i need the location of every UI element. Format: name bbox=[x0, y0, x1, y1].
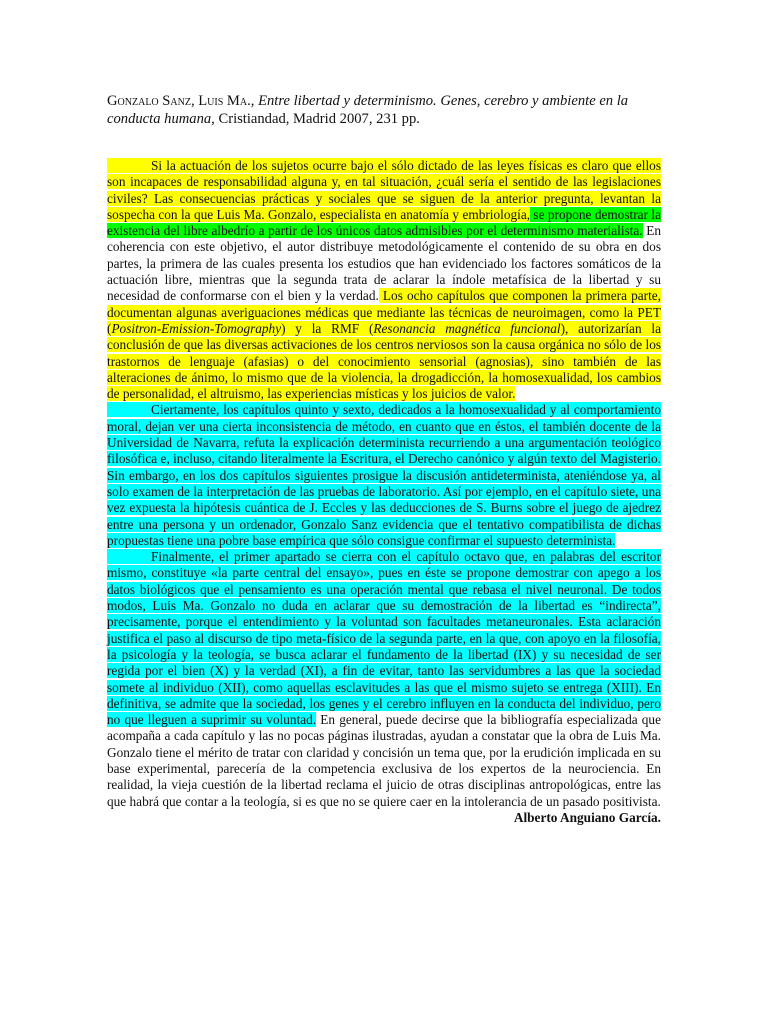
paragraph-3-plain: En general, puede decirse que la bibliografía especializada que acompaña a cada capítulo y las no pocas páginas ilustradas, ayudan a constatar que la obra de Luis Ma. Gonzalo tiene el mérito de tratar con claridad y concisión un tema que, por la erudición implicada en su base experimental, parecería de la competencia exclusiva de los expertos de la neurociencia. En realidad, la vieja cuestión de la libertad reclama el juicio de otras disciplinas antropológicas, entre las que habrá que contar a la teología, si es que no se quiere caer en la intolerancia de un pasado positivista. bbox=[107, 712, 661, 809]
paragraph-2-highlight: Ciertamente, los capítulos quinto y sexto, dedicados a la homosexualidad y al comportamiento moral, dejan ver una cierta inconsistencia de método, en cuanto que en éstos, el también docente de la Universidad de Navarra, refuta la explicación determinista recurriendo a una argumentación teológico filosófica e, incluso, citando literalmente la Escritura, el Derecho canónico y algún texto del Magisterio. Sin embargo, en los dos capítulos siguientes prosigue la discusión antideterminista, ateniéndose ya, al solo examen de la interpretación de las pruebas de laboratorio. Así por ejemplo, en el capítulo siete, una vez expuesta la hipótesis cuántica de J. Eccles y las deducciones de S. Burns sobre el juego de ajedrez entre una persona y un ordenador, Gonzalo Sanz evidencia que el tentativo compatibilista de dichas propuestas tiene una pobre base empírica que sólo consigue confirmar el supuesto determinista. bbox=[107, 402, 661, 548]
bibliographic-header bbox=[107, 92, 661, 128]
paragraph-1-plain: En coherencia con este objetivo, el autor distribuye metodológicamente el contenido de su obra en dos partes, la primera de las cuales presenta los estudios que han evidenciado los factores somáticos de la actuación libre, mientras que la segunda trata de aclarar la índole metafísica de la libertad y su necesidad de conformarse con el bien y la verdad. bbox=[107, 223, 661, 304]
paragraph-3-highlight: Finalmente, el primer apartado se cierra con el capítulo octavo que, en palabras del escritor mismo, constituye «la parte central del ensayo», pues en éste se propone demostrar con apego a los datos biológicos que el pensamiento es una operación mental que rebasa el nivel neuronal. De todos modos, Luis Ma. Gonzalo no duda en aclarar que su demostración de la libertad es “indirecta”, precisamente, porque el entendimiento y la voluntad son facultades metaneuronales. Esta aclaración justifica el paso al discurso de tipo meta-físico de la segunda parte, en la que, con apoyo en la filosofía, la psicología y la teología, se busca aclarar el fundamento de la libertad (IX) y su necesidad de ser regida por el bien (X) y la verdad (XI), a fin de evitar, tanto las servidumbres a las que la sociedad somete al individuo (XII), como aquellas esclavitudes a las que el mismo sujeto se entrega (XIII). En definitiva, se admite que la sociedad, los genes y el cerebro influyen en la conducta del individuo, pero no que lleguen a suprimir su voluntad. bbox=[107, 549, 661, 728]
header-separator: , bbox=[250, 93, 259, 109]
paragraph-3 bbox=[107, 549, 661, 825]
paragraph-1-highlight-a: Si la actuación de los sujetos ocurre bajo el sólo dictado de las leyes físicas es claro que ellos son incapaces de responsabilidad alguna y, en tal situación, ¿cuál sería el sentido de las legislaciones civiles? Las consecuencias prácticas y sociales que se siguen de la anterior pregunta, levantan la sospecha con la que Luis Ma. Gonzalo, especialista en anatomía y embriología, bbox=[107, 158, 661, 222]
publisher-info: , Cristiandad, Madrid 2007, 231 pp. bbox=[211, 111, 420, 127]
paragraph-2 bbox=[107, 402, 661, 549]
author-name: Gonzalo Sanz, Luis Ma. bbox=[107, 93, 251, 109]
paragraph-1 bbox=[107, 158, 661, 402]
reviewer-signature: Alberto Anguiano García. bbox=[513, 809, 661, 825]
review-content bbox=[107, 92, 661, 826]
paragraph-1-highlight-green: se propone demostrar la existencia del libre albedrío a partir de los únicos datos admisibles por el determinismo materialista. bbox=[107, 206, 661, 239]
paragraph-1-highlight-b: Los ocho capítulos que componen la primera parte, documentan algunas averiguaciones médicas que mediante las técnicas de neuroimagen, como la PET (Positron-Emission-Tomography) y la RMF (Resonancia magnética funcional), autorizarían la conclusión de que las diversas activaciones de los centros nerviosos son la causa orgánica no sólo de los trastornos de lenguaje (afasias) o del conocimiento sensorial (agnosias), sino también de las alteraciones de ánimo, lo mismo que de la violencia, la drogadicción, la homosexualidad, los cambios de personalidad, el altruismo, las experiencias místicas y los juicios de valor. bbox=[107, 288, 662, 402]
book-title: Entre libertad y determinismo. Genes, cerebro y ambiente en la conducta humana bbox=[107, 93, 629, 127]
